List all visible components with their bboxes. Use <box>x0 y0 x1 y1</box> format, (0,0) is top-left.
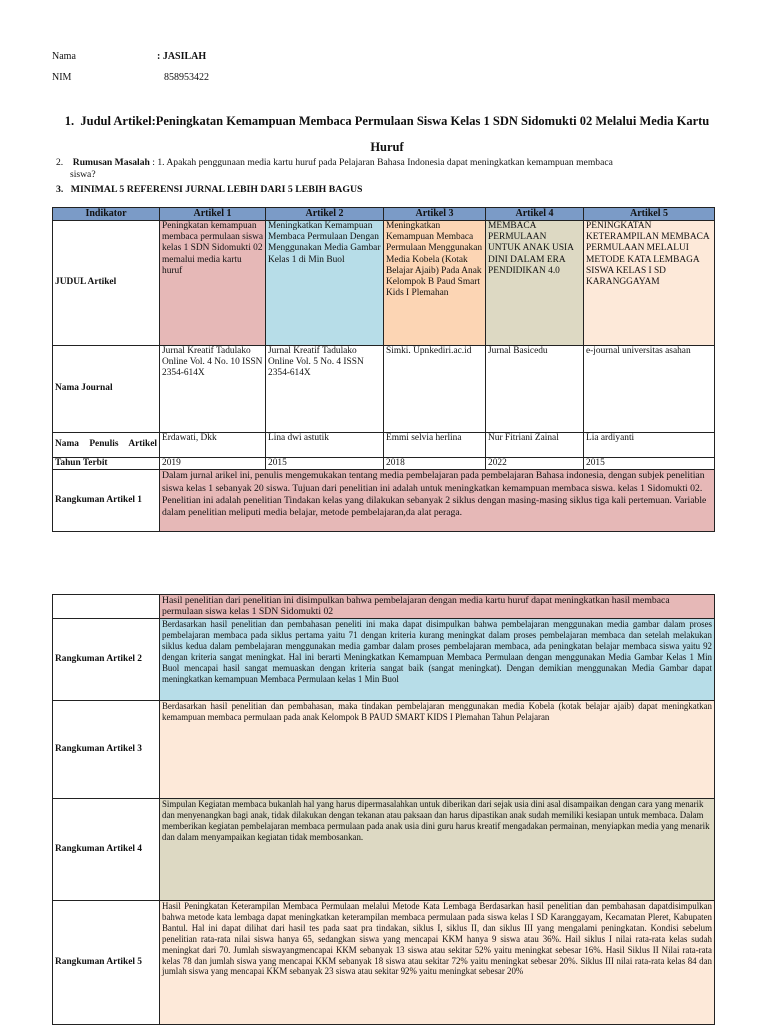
judul-artikel-section <box>52 108 722 160</box>
table-row-journal <box>53 346 715 433</box>
penulis-artikel-4: Nur Fitriani Zainal <box>486 433 584 458</box>
header-artikel-3: Artikel 3 <box>384 208 486 221</box>
rangkuman-artikel-1-lanjutan: Hasil penelitian dari penelitian ini disimpulkan bahwa pembelajaran dengan media kartu huruf dapat meningkatkan hasil membaca permulaan siswa kelas 1 SDN Sidomukti 02 <box>160 595 715 619</box>
judul-artikel-3: Meningkatkan Kemampuan Membaca Permulaan Menggunakan Media Kobela (Kotak Belajar Ajaib) Pada Anak Kelompok B Paud Smart Kids I Plemahan <box>384 221 486 346</box>
journal-artikel-5: e-journal universitas asahan <box>584 346 715 433</box>
nama-value: : JASILAH <box>157 51 207 62</box>
judul-line-2: Huruf <box>370 140 404 154</box>
tahun-artikel-2: 2015 <box>266 458 384 470</box>
rumusan-masalah-text: : 1. Apakah penggunaan media kartu huruf pada Pelajaran Bahasa Indonesia dapat meningkatkan kemampuan membaca <box>152 157 613 168</box>
judul-artikel-2: Meningkatkan Kemampuan Membaca Permulaan Dengan Menggunakan Media Gambar Kelas 1 di Min Buol <box>266 221 384 346</box>
journal-artikel-3: Simki. Upnkediri.ac.id <box>384 346 486 433</box>
header-artikel-4: Artikel 4 <box>486 208 584 221</box>
rangkuman-artikel-5: Hasil Peningkatan Keterampilan Membaca Permulaan melalui Metode Kata Lembaga Berdasarkan hasil penelitian dan pembahasan dapatdisimpulkan bahwa metode kata lembaga dapat meningkatkan keterampilan membaca permulaan pada siswa kelas I SD Karanggayam, Kecamatan Pleret, Kabupaten Bantul. Hal ini dapat dilihat dari hasil tes pada saat pra tindakan, siklus I, siklus II, dan siklus III yang mengalami peningkatan. Kondisi sebelum penelitian rata-rata nilai siswa hanya 65, sedangkan siswa yang mencapai KKM hanya 9 siswa atau 36%. Hail siklus I nilai rata-rata kelas sudah meningkat dari 70. Jumlah siswayangmencapai KKM sebanyak 13 siswa atau sekitar 52% yaitu meningkat sebesar 16%. Hasil Siklus II Nilai rata-rata kelas 78 dan jumlah siswa yang mencapai KKM sebanyak 18 siswa atau sekitar 72% yaitu meningkat sebesar 20%. Siklus III nilai rata-rata kelas 84 dan jumlah siswa yang mencapai KKM sebanyak 23 siswa atau sekitar 92% yaitu meningkat sebesar 20% <box>160 901 715 1025</box>
table-row-rangkuman-3 <box>53 701 715 799</box>
table-row-rangkuman-2 <box>53 619 715 701</box>
tahun-artikel-4: 2022 <box>486 458 584 470</box>
penulis-artikel-5: Lia ardiyanti <box>584 433 715 458</box>
judul-artikel-label: Judul Artikel <box>80 114 152 128</box>
row-label-tahun: Tahun Terbit <box>53 458 160 470</box>
row-label-rangkuman-1: Rangkuman Artikel 1 <box>53 470 160 532</box>
row-label-penulis: Nama Penulis Artikel <box>53 433 160 458</box>
row-label-judul: JUDUL Artikel <box>53 221 160 346</box>
tahun-artikel-5: 2015 <box>584 458 715 470</box>
table-row-judul <box>53 221 715 346</box>
journal-artikel-4: Jurnal Basicedu <box>486 346 584 433</box>
journal-artikel-1: Jurnal Kreatif Tadulako Online Vol. 4 No. 10 ISSN 2354-614X <box>160 346 266 433</box>
table-row-rangkuman-1 <box>53 470 715 532</box>
tahun-artikel-3: 2018 <box>384 458 486 470</box>
penulis-artikel-3: Emmi selvia herlina <box>384 433 486 458</box>
table-row-penulis <box>53 433 715 458</box>
referensi-heading-text: MINIMAL 5 REFERENSI JURNAL LEBIH DARI 5 LEBIH BAGUS <box>70 184 363 195</box>
penulis-artikel-1: Erdawati, Dkk <box>160 433 266 458</box>
rangkuman-artikel-3: Berdasarkan hasil penelitian dan pembahasan, maka tindakan pembelajaran menggunakan media Kobela (kotak belajar ajaib) dapat meningkatkan kemampuan membaca permulaan pada anak Kelompok B PAUD SMART KIDS I Plemahan Tahun Pelajaran <box>160 701 715 799</box>
section-number: 2. <box>56 157 64 168</box>
rangkuman-1-continued-row <box>53 595 715 619</box>
rangkuman-artikel-2: Berdasarkan hasil penelitian dan pembahasan peneliti ini maka dapat disimpulkan bahwa pembelajaran menggunakan media gambar dalam proses pembelajaran membaca pada siklus pertama yaitu 71 dengan kriteria kurang meningkat dalam proses pembelajaran membaca dan setelah melakukan siklus kedua dalam pembelajaran menggunakan media gambar dalam proses pembelajaran membaca, ada peningkatan belajar membaca siswa yaitu 92 dengan kriteria sangat meningkat. Hal ini berarti Meningkatkan Kemampuan Membaca Permulaan dengan menggunakan Media Gambar Kelas 1 Min Buol mencapai hasil sangat memuaskan dengan kriteria sangat baik (sangat meningkat). Dengan demikian menggunakan Media Gambar dapat meningkatkan kemampuan Membaca Permulaan kelas 1 Min Buol <box>160 619 715 701</box>
table-row-rangkuman-5 <box>53 901 715 1025</box>
judul-artikel-text: :Peningkatan Kemampuan Membaca Permulaan Siswa Kelas 1 SDN Sidomukti 02 Melalui Media Kartu <box>151 114 710 128</box>
section-number: 3. <box>56 184 64 195</box>
judul-artikel-1: Peningkatan kemampuan membaca permulaan siswa kelas 1 SDN Sidomukti 02 memalui media kartu huruf <box>160 221 266 346</box>
row-label-rangkuman-2: Rangkuman Artikel 2 <box>53 619 160 701</box>
judul-artikel-4: MEMBACA PERMULAAN UNTUK ANAK USIA DINI DALAM ERA PENDIDIKAN 4.0 <box>486 221 584 346</box>
table-row-tahun <box>53 458 715 470</box>
row-label-rangkuman-3: Rangkuman Artikel 3 <box>53 701 160 799</box>
penulis-artikel-2: Lina dwi astutik <box>266 433 384 458</box>
section-number: 1. <box>64 114 75 128</box>
referensi-heading <box>56 184 363 195</box>
rumusan-masalah-label: Rumusan Masalah <box>72 157 150 168</box>
rangkuman-artikel-4: Simpulan Kegiatan membaca bukanlah hal yang harus dipermasalahkan untuk diberikan dari sejak usia dini asal disampaikan dengan cara yang menarik dan menyenangkan bagi anak, tidak dilakukan dengan tekanan atau paksaan dan harus dipastikan anak sudah memiliki kesiapan untuk membaca. Dalam memberikan kegiatan pembelajaran membaca permulaan pada anak usia dini guru harus kreatif mengadakan permainan, menyiapkan media yang menarik dan dalam menyampaikan kegiatan tidak membosankan. <box>160 799 715 901</box>
row-label-empty <box>53 595 160 619</box>
row-label-journal: Nama Journal <box>53 346 160 433</box>
table-header-row <box>53 208 715 221</box>
tahun-artikel-1: 2019 <box>160 458 266 470</box>
referensi-table <box>52 207 715 532</box>
row-label-rangkuman-5: Rangkuman Artikel 5 <box>53 901 160 1025</box>
rangkuman-table <box>52 594 715 1025</box>
rangkuman-artikel-1: Dalam jurnal arikel ini, penulis mengemukakan tentang media pembelajaran pada pembelajaran Bahasa indonesia, dengan subjek penelitian siswa kelas 1 sebanyak 20 siswa. Tujuan dari penelitian ini adalah untuk meningkatkan kemampuan membaca siswa. kelas 1 Sidomukti 02. Penelitian ini adalah penelitian Tindakan kelas yang dilakukan sebanyak 2 siklus dengan masing-masing siklus tiga kali pertemuan. Variable dalam penelitian meliputi media belajar, metode pembelajaran,da alat peraga. <box>160 470 715 532</box>
rumusan-masalah <box>56 157 716 181</box>
judul-line-1 <box>52 108 722 134</box>
table-row-rangkuman-4 <box>53 799 715 901</box>
nama-label: Nama <box>52 51 76 62</box>
header-artikel-2: Artikel 2 <box>266 208 384 221</box>
nim-value: 858953422 <box>164 72 209 83</box>
header-artikel-5: Artikel 5 <box>584 208 715 221</box>
row-label-rangkuman-4: Rangkuman Artikel 4 <box>53 799 160 901</box>
header-artikel-1: Artikel 1 <box>160 208 266 221</box>
nim-label: NIM <box>52 72 72 83</box>
rumusan-masalah-text-2: siswa? <box>70 169 96 180</box>
journal-artikel-2: Jurnal Kreatif Tadulako Online Vol. 5 No. 4 ISSN 2354-614X <box>266 346 384 433</box>
judul-artikel-5: PENINGKATAN KETERAMPILAN MEMBACA PERMULAAN MELALUI METODE KATA LEMBAGA SISWA KELAS I SD KARANGGAYAM <box>584 221 715 346</box>
header-indikator: Indikator <box>53 208 160 221</box>
